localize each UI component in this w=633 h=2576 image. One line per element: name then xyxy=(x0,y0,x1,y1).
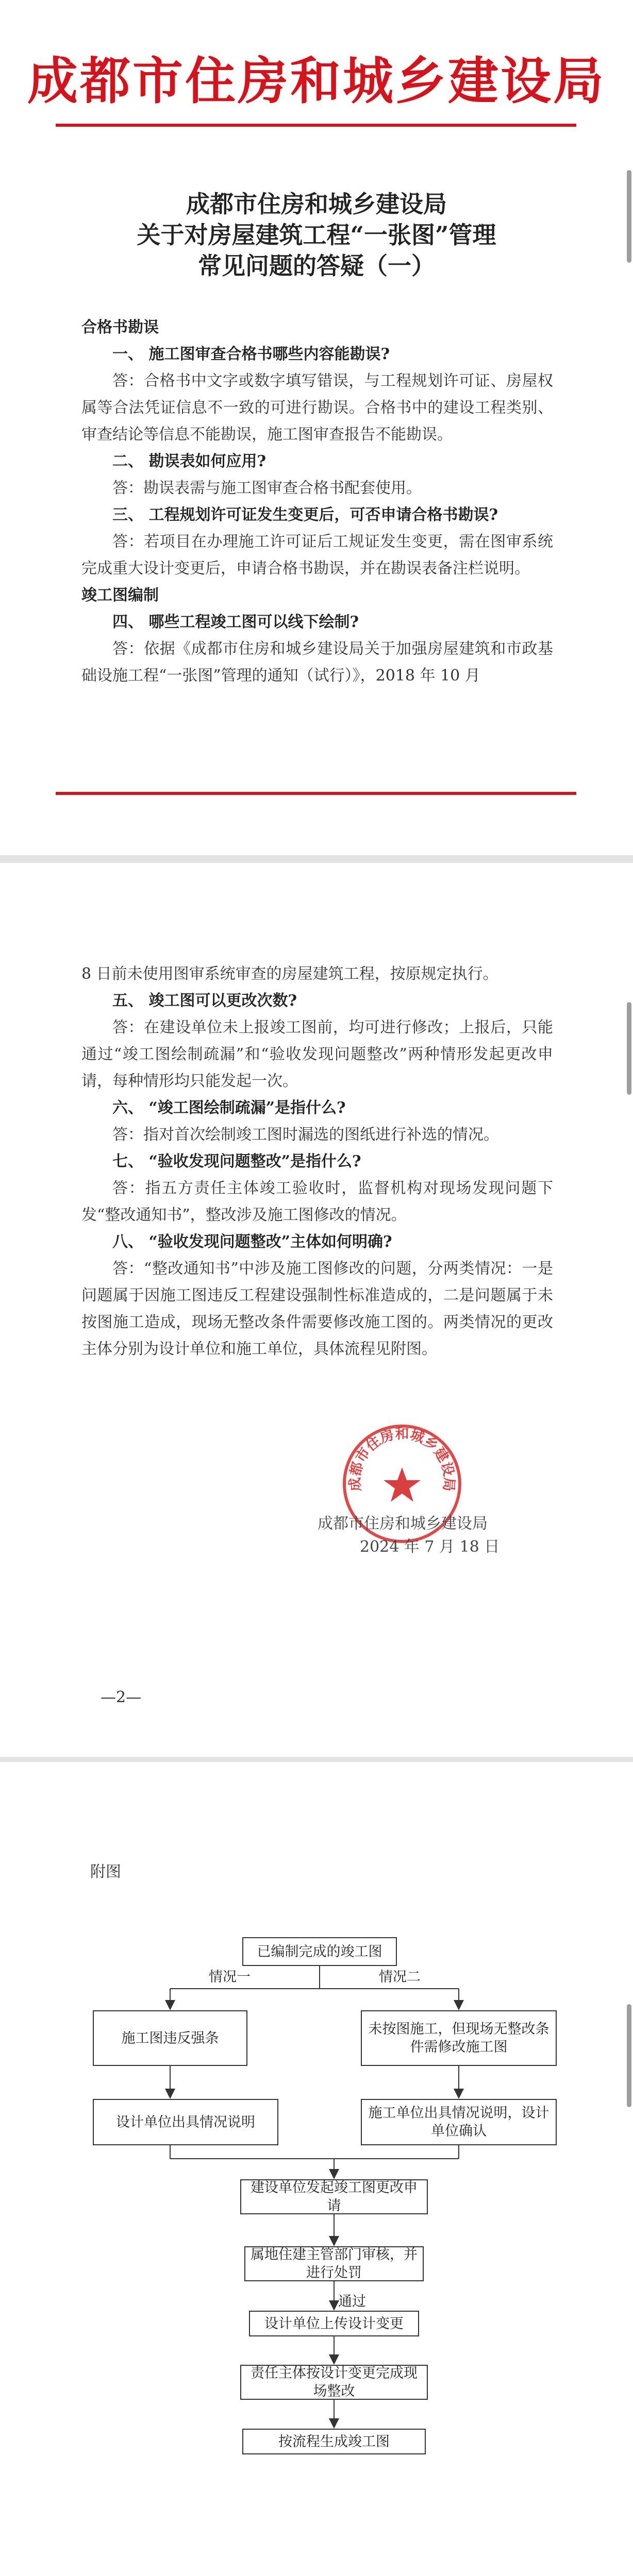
document-title xyxy=(0,189,633,281)
question-8: 八、 “验收发现问题整改”主体如何明确? xyxy=(112,1233,392,1251)
answer-8: 答：“整改通知书”中涉及施工图修改的问题，分两类情况：一是问题属于因施工图违反工程建设强制性标准造成的，二是问题属于未按图施工造成，现场无整改条件需要修改施工图的。两类情况的更改主体分别为设计单位和施工单位，具体流程见附图。 xyxy=(81,1260,553,1358)
flow-node-construction-statement: 施工单位出具情况说明，设计单位确认 xyxy=(361,2099,557,2145)
document-page-3 xyxy=(0,1762,633,2576)
question-4: 四、 哪些工程竣工图可以线下绘制? xyxy=(112,613,359,631)
page-number: —2— xyxy=(101,1688,142,1706)
branch-label-case-1: 情况一 xyxy=(209,1969,251,1985)
question-1: 一、 施工图审查合格书哪些内容能勘误? xyxy=(112,345,390,363)
continued-paragraph: 8 日前未使用图审系统审查的房屋建筑工程，按原规定执行。 xyxy=(81,965,498,983)
flow-node-upload-change: 设计单位上传设计变更 xyxy=(249,2311,419,2336)
question-3: 三、 工程规划许可证发生变更后，可否申请合格书勘误? xyxy=(112,506,498,524)
question-5: 五、 竣工图可以更改次数? xyxy=(112,992,297,1010)
title-line-2: 关于对房屋建筑工程“一张图”管理 xyxy=(137,221,496,249)
section-heading-as-built: 竣工图编制 xyxy=(81,586,159,604)
question-6: 六、 “竣工图绘制疏漏”是指什么? xyxy=(112,1099,346,1117)
flow-node-violation: 施工图违反强条 xyxy=(93,2010,247,2066)
answer-4: 答：依据《成都市住房和城乡建设局关于加强房屋建筑和市政基础设施工程“一张图”管理的通知（试行）》，2018 年 10 月 xyxy=(81,640,553,685)
signature-date: 2024 年 7 月 18 日 xyxy=(360,1538,500,1556)
question-2: 二、 勘误表如何应用? xyxy=(112,452,266,470)
flow-node-change-request: 建设单位发起竣工图更改申请 xyxy=(240,2179,428,2214)
figure-label: 附图 xyxy=(90,1863,121,1881)
page2-body xyxy=(81,961,553,1363)
flow-node-review: 属地住建主管部门审核，并进行处罚 xyxy=(244,2246,424,2281)
scrollbar-thumb[interactable] xyxy=(627,170,631,263)
letterhead-title: 成都市住房和城乡建设局 xyxy=(27,52,606,111)
letterhead-rule xyxy=(56,124,576,127)
flow-node-start: 已编制完成的竣工图 xyxy=(242,1937,397,1966)
document-page-1 xyxy=(0,0,633,855)
footer-rule xyxy=(56,792,576,795)
scrollbar-thumb[interactable] xyxy=(627,1002,631,1095)
flow-node-design-statement: 设计单位出具情况说明 xyxy=(93,2099,278,2145)
page1-body xyxy=(81,314,553,689)
answer-6: 答：指对首次绘制竣工图时漏选的图纸进行补选的情况。 xyxy=(112,1126,499,1144)
flow-node-not-built-as-drawn: 未按图施工，但现场无整改条件需修改施工图 xyxy=(361,2010,557,2066)
branch-label-approved: 通过 xyxy=(338,2294,366,2310)
section-heading-errata: 合格书勘误 xyxy=(81,318,159,336)
scrollbar-thumb[interactable] xyxy=(627,2004,631,2107)
question-7: 七、 “验收发现问题整改”是指什么? xyxy=(112,1153,361,1171)
flow-node-rectification: 责任主体按设计变更完成现场整改 xyxy=(240,2365,428,2400)
flow-node-generate: 按流程生成竣工图 xyxy=(242,2429,426,2454)
seal-text: 成都市住房和城乡建设局 xyxy=(347,1426,457,1492)
title-line-1: 成都市住房和城乡建设局 xyxy=(186,190,447,218)
answer-7: 答：指五方责任主体竣工验收时，监督机构对现场发现问题下发“整改通知书”，整改涉及施工图修改的情况。 xyxy=(81,1179,553,1224)
answer-1: 答：合格书中文字或数字填写错误，与工程规划许可证、房屋权属等合法凭证信息不一致的可进行勘误。合格书中的建设工程类别、审查结论等信息不能勘误，施工图审查报告不能勘误。 xyxy=(81,372,553,444)
document-page-2 xyxy=(0,863,633,1757)
title-line-3: 常见问题的答疑（一） xyxy=(198,252,435,280)
answer-2: 答：勘误表需与施工图审查合格书配套使用。 xyxy=(112,479,422,497)
answer-5: 答：在建设单位未上报竣工图前，均可进行修改；上报后，只能通过“竣工图绘制疏漏”和“验收发现问题整改”两种情形发起更改申请，每种情形均只能发起一次。 xyxy=(81,1019,553,1090)
answer-3: 答：若项目在办理施工许可证后工规证发生变更，需在图审系统完成重大设计变更后，申请合格书勘误，并在勘误表备注栏说明。 xyxy=(81,533,553,578)
branch-label-case-2: 情况二 xyxy=(379,1969,421,1985)
signature-issuer: 成都市住房和城乡建设局 xyxy=(318,1515,488,1533)
